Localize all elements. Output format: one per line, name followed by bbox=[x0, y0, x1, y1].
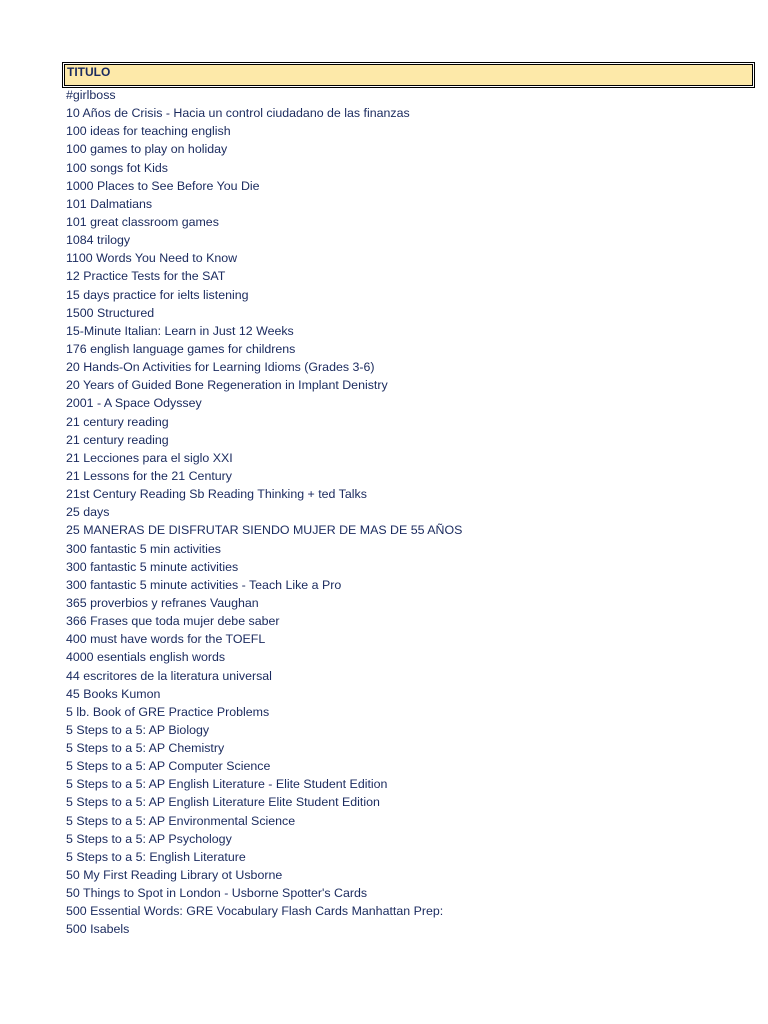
table-row[interactable]: 366 Frases que toda mujer debe saber bbox=[66, 614, 280, 629]
table-row[interactable]: 45 Books Kumon bbox=[66, 686, 161, 701]
table-row[interactable]: 15-Minute Italian: Learn in Just 12 Weeks bbox=[66, 323, 294, 338]
table-row[interactable]: 101 great classroom games bbox=[66, 214, 219, 229]
table-row[interactable]: 176 english language games for childrens bbox=[66, 341, 296, 356]
table-row[interactable]: 5 Steps to a 5: AP Psychology bbox=[66, 831, 232, 846]
table-row[interactable]: 50 Things to Spot in London - Usborne Spotter's Cards bbox=[66, 886, 368, 901]
table-row[interactable]: 300 fantastic 5 minute activities bbox=[66, 559, 239, 574]
table-row[interactable]: 4000 esentials english words bbox=[66, 650, 226, 665]
table-row[interactable]: 10 Años de Crisis - Hacia un control ciudadano de las finanzas bbox=[66, 106, 410, 121]
table-row[interactable]: 21 century reading bbox=[66, 414, 169, 429]
table-row[interactable]: 101 Dalmatians bbox=[66, 196, 153, 211]
table-row[interactable]: 100 ideas for teaching english bbox=[66, 124, 231, 139]
table-row[interactable]: 5 Steps to a 5: AP English Literature Elite Student Edition bbox=[66, 795, 380, 810]
table-row[interactable]: 44 escritores de la literatura universal bbox=[66, 668, 272, 683]
table-row[interactable]: 300 fantastic 5 minute activities - Teach Like a Pro bbox=[66, 577, 342, 592]
table-row[interactable]: 21 Lecciones para el siglo XXI bbox=[66, 450, 233, 465]
table-row[interactable]: 365 proverbios y refranes Vaughan bbox=[66, 595, 259, 610]
table-row[interactable]: 300 fantastic 5 min activities bbox=[66, 541, 221, 556]
table-row[interactable]: 1100 Words You Need to Know bbox=[66, 251, 238, 266]
table-row[interactable]: 12 Practice Tests for the SAT bbox=[66, 269, 226, 284]
table-row[interactable]: 25 days bbox=[66, 505, 110, 520]
table-row[interactable]: 400 must have words for the TOEFL bbox=[66, 632, 266, 647]
table-row[interactable]: 21 Lessons for the 21 Century bbox=[66, 468, 232, 483]
table-row[interactable]: 50 My First Reading Library ot Usborne bbox=[66, 868, 283, 883]
table-row[interactable]: 25 MANERAS DE DISFRUTAR SIENDO MUJER DE MAS DE 55 AÑOS bbox=[66, 523, 463, 538]
table-row[interactable]: 1084 trilogy bbox=[66, 233, 131, 248]
table-row[interactable]: 20 Years of Guided Bone Regeneration in Implant Denistry bbox=[66, 378, 388, 393]
table-row[interactable]: 500 Isabels bbox=[66, 922, 130, 937]
column-header-titulo[interactable]: TITULO bbox=[64, 64, 753, 86]
table-row[interactable]: 5 lb. Book of GRE Practice Problems bbox=[66, 704, 270, 719]
table-row[interactable]: 5 Steps to a 5: AP Biology bbox=[66, 722, 210, 737]
table-row[interactable]: 21 century reading bbox=[66, 432, 169, 447]
table-row[interactable]: 21st Century Reading Sb Reading Thinking + ted Talks bbox=[66, 487, 367, 502]
spreadsheet bbox=[64, 64, 754, 939]
table-row[interactable]: 100 games to play on holiday bbox=[66, 142, 228, 157]
table-row[interactable]: #girlboss bbox=[66, 88, 116, 102]
table-row[interactable]: 5 Steps to a 5: AP Environmental Science bbox=[66, 813, 296, 828]
table-row[interactable]: 5 Steps to a 5: AP English Literature - Elite Student Edition bbox=[66, 777, 388, 792]
table-row[interactable]: 5 Steps to a 5: AP Chemistry bbox=[66, 741, 225, 756]
table-row[interactable]: 20 Hands-On Activities for Learning Idioms (Grades 3-6) bbox=[66, 360, 375, 375]
table-row[interactable]: 5 Steps to a 5: English Literature bbox=[66, 849, 246, 864]
table-row[interactable]: 2001 - A Space Odyssey bbox=[66, 396, 202, 411]
table-row[interactable]: 5 Steps to a 5: AP Computer Science bbox=[66, 759, 271, 774]
title-list bbox=[64, 86, 754, 939]
table-row[interactable]: 500 Essential Words: GRE Vocabulary Flash Cards Manhattan Prep: bbox=[66, 904, 444, 919]
table-row[interactable]: 100 songs fot Kids bbox=[66, 160, 168, 175]
table-row[interactable]: 15 days practice for ielts listening bbox=[66, 287, 249, 302]
table-row[interactable]: 1000 Places to See Before You Die bbox=[66, 178, 260, 193]
table-row[interactable]: 1500 Structured bbox=[66, 305, 155, 320]
